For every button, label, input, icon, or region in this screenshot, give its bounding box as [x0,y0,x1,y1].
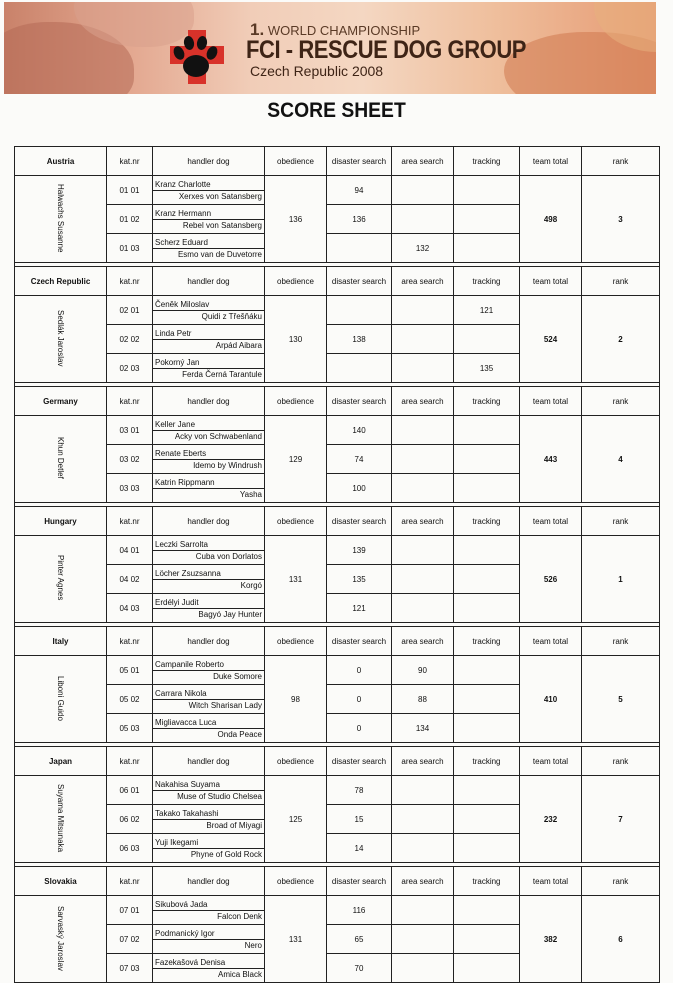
handler-name: Sikubová Jada [155,899,208,909]
tracking-score [454,234,520,263]
tracking-score [454,474,520,503]
dog-name: Falcon Denk [153,910,264,923]
tracking-score [454,776,520,805]
championship-label: WORLD CHAMPIONSHIP [267,23,421,38]
event-location: Czech Republic 2008 [250,63,384,79]
dog-name: Amica Black [153,968,264,981]
country-name: Austria [15,147,107,176]
dog-name: Esmo van de Duvetorre [153,248,264,261]
tracking-score [454,536,520,565]
dog-name: Muse of Studio Chelsea [153,790,264,803]
area-search-score [392,536,454,565]
dog-name: Witch Sharisan Lady [153,699,264,712]
team-leader: Pinter Agnes [56,555,65,601]
handler-dog-cell [153,685,265,714]
handler-name: Renate Eberts [155,448,207,458]
team-header-row [15,147,660,176]
team-leader: Halwachs Susanne [56,183,65,253]
dog-name: Duke Somore [153,670,264,683]
kat-nr: 03 01 [107,416,153,445]
team-rank: 7 [582,776,660,863]
dog-name: Onda Peace [153,728,264,741]
team-rank: 2 [582,296,660,383]
handler-dog-cell [153,714,265,743]
column-header-tracking: tracking [454,627,520,656]
area-search-score [392,296,454,325]
column-header-handler-dog: handler dog [153,507,265,536]
disaster-search-score: 0 [327,656,392,685]
team-header-row [15,867,660,896]
disaster-search-score: 94 [327,176,392,205]
handler-dog-cell [153,416,265,445]
team-total: 443 [520,416,582,503]
column-header-tracking: tracking [454,507,520,536]
team-leader: Khun Detlef [56,437,65,479]
team-member-row [15,296,660,325]
dog-name: Yasha [153,488,264,501]
disaster-search-score: 78 [327,776,392,805]
area-search-score: 134 [392,714,454,743]
kat-nr: 06 01 [107,776,153,805]
column-header-team-total: team total [520,387,582,416]
area-search-score [392,445,454,474]
handler-dog-cell [153,776,265,805]
handler-name: Čeněk Miloslav [155,299,210,309]
team-leader-cell [15,416,107,503]
handler-name: Pokorný Jan [155,357,200,367]
tracking-score [454,925,520,954]
column-header-handler-dog: handler dog [153,267,265,296]
score-table [14,146,660,983]
column-header-disaster-search: disaster search [327,627,392,656]
column-header-rank: rank [582,627,660,656]
handler-name: Nakahisa Suyama [155,779,220,789]
group-title: FCI - RESCUE DOG GROUP [246,36,527,64]
column-header-obedience: obedience [265,867,327,896]
disaster-search-score: 100 [327,474,392,503]
area-search-score [392,954,454,983]
area-search-score: 90 [392,656,454,685]
column-header-area-search: area search [392,267,454,296]
column-header-kat-nr: kat.nr [107,507,153,536]
dog-name: Idemo by Windrush [153,459,264,472]
disaster-search-score: 121 [327,594,392,623]
kat-nr: 02 03 [107,354,153,383]
kat-nr: 05 03 [107,714,153,743]
column-header-area-search: area search [392,507,454,536]
area-search-score [392,416,454,445]
team-member-row [15,896,660,925]
team-member-row [15,776,660,805]
column-header-obedience: obedience [265,507,327,536]
tracking-score [454,594,520,623]
dog-name: Rebel von Satansberg [153,219,264,232]
dog-name: Broad of Miyagi [153,819,264,832]
area-search-score: 88 [392,685,454,714]
dog-name: Cuba von Dorlatos [153,550,264,563]
obedience-score: 131 [265,536,327,623]
obedience-score: 129 [265,416,327,503]
dog-name: Acky von Schwabenland [153,430,264,443]
disaster-search-score: 74 [327,445,392,474]
handler-dog-cell [153,594,265,623]
handler-name: Scherz Eduard [155,237,208,247]
column-header-tracking: tracking [454,747,520,776]
team-leader: Sarvaský Jaroslav [56,905,65,971]
country-name: Czech Republic [15,267,107,296]
championship-number: 1. [250,20,265,39]
handler-dog-cell [153,205,265,234]
handler-name: Kranz Hermann [155,208,212,218]
column-header-area-search: area search [392,747,454,776]
handler-name: Keller Jane [155,419,196,429]
handler-name: Takako Takahashi [155,808,219,818]
column-header-team-total: team total [520,267,582,296]
column-header-handler-dog: handler dog [153,147,265,176]
column-header-kat-nr: kat.nr [107,387,153,416]
handler-dog-cell [153,445,265,474]
area-search-score [392,176,454,205]
kat-nr: 07 01 [107,896,153,925]
team-header-row [15,387,660,416]
column-header-tracking: tracking [454,867,520,896]
column-header-team-total: team total [520,147,582,176]
team-total: 524 [520,296,582,383]
team-rank: 4 [582,416,660,503]
column-header-area-search: area search [392,387,454,416]
tracking-score: 135 [454,354,520,383]
column-header-area-search: area search [392,147,454,176]
tracking-score [454,656,520,685]
kat-nr: 01 03 [107,234,153,263]
column-header-tracking: tracking [454,147,520,176]
area-search-score [392,776,454,805]
kat-nr: 04 01 [107,536,153,565]
tracking-score [454,685,520,714]
handler-name: Fazekašová Denisa [155,957,226,967]
column-header-rank: rank [582,507,660,536]
team-leader: Liboni Guido [56,675,65,721]
tracking-score [454,805,520,834]
area-search-score: 132 [392,234,454,263]
dog-name: Korgó [153,579,264,592]
tracking-score [454,416,520,445]
team-rank: 5 [582,656,660,743]
disaster-search-score: 138 [327,325,392,354]
dog-name: Quidi z Třešňáku [153,310,264,323]
kat-nr: 04 03 [107,594,153,623]
tracking-score [454,954,520,983]
column-header-rank: rank [582,387,660,416]
disaster-search-score: 136 [327,205,392,234]
handler-dog-cell [153,474,265,503]
area-search-score [392,205,454,234]
team-leader-cell [15,176,107,263]
handler-dog-cell [153,656,265,685]
tracking-score [454,565,520,594]
team-header-row [15,507,660,536]
handler-dog-cell [153,805,265,834]
dog-name: Phyne of Gold Rock [153,848,264,861]
disaster-search-score [327,354,392,383]
tracking-score [454,205,520,234]
column-header-kat-nr: kat.nr [107,147,153,176]
handler-name: Podmanický Igor [155,928,215,938]
team-total: 382 [520,896,582,983]
dog-name: Xerxes von Satansberg [153,190,264,203]
handler-dog-cell [153,896,265,925]
handler-dog-cell [153,325,265,354]
area-search-score [392,474,454,503]
column-header-disaster-search: disaster search [327,147,392,176]
team-header-row [15,627,660,656]
area-search-score [392,354,454,383]
column-header-area-search: area search [392,627,454,656]
tracking-score: 121 [454,296,520,325]
area-search-score [392,805,454,834]
obedience-score: 125 [265,776,327,863]
kat-nr: 07 03 [107,954,153,983]
kat-nr: 01 02 [107,205,153,234]
column-header-obedience: obedience [265,387,327,416]
team-member-row [15,176,660,205]
column-header-disaster-search: disaster search [327,867,392,896]
area-search-score [392,925,454,954]
team-leader-cell [15,656,107,743]
team-leader-cell [15,896,107,983]
column-header-rank: rank [582,267,660,296]
header-banner [4,2,656,94]
handler-name: Kranz Charlotte [155,179,211,189]
disaster-search-score: 14 [327,834,392,863]
country-name: Hungary [15,507,107,536]
disaster-search-score: 70 [327,954,392,983]
paw-cross-logo-icon [166,26,228,88]
column-header-area-search: area search [392,867,454,896]
team-header-row [15,747,660,776]
country-name: Germany [15,387,107,416]
team-member-row [15,536,660,565]
area-search-score [392,896,454,925]
handler-dog-cell [153,234,265,263]
column-header-obedience: obedience [265,267,327,296]
team-leader: Sedlák Jaroslav [56,309,65,367]
column-header-handler-dog: handler dog [153,867,265,896]
column-header-team-total: team total [520,747,582,776]
disaster-search-score [327,296,392,325]
handler-name: Erdélyi Judit [155,597,199,607]
team-leader-cell [15,296,107,383]
column-header-obedience: obedience [265,147,327,176]
handler-dog-cell [153,565,265,594]
obedience-score: 131 [265,896,327,983]
obedience-score: 98 [265,656,327,743]
column-header-handler-dog: handler dog [153,627,265,656]
obedience-score: 130 [265,296,327,383]
column-header-handler-dog: handler dog [153,747,265,776]
area-search-score [392,594,454,623]
page-title: SCORE SHEET [267,99,406,122]
country-name: Slovakia [15,867,107,896]
column-header-kat-nr: kat.nr [107,267,153,296]
column-header-disaster-search: disaster search [327,507,392,536]
kat-nr: 03 03 [107,474,153,503]
disaster-search-score: 65 [327,925,392,954]
tracking-score [454,325,520,354]
handler-dog-cell [153,954,265,983]
handler-name: Carrara Nikola [155,688,207,698]
column-header-tracking: tracking [454,267,520,296]
team-total: 498 [520,176,582,263]
disaster-search-score [327,234,392,263]
column-header-obedience: obedience [265,747,327,776]
disaster-search-score: 116 [327,896,392,925]
column-header-tracking: tracking [454,387,520,416]
disaster-search-score: 0 [327,685,392,714]
handler-name: Yuji Ikegami [155,837,199,847]
handler-dog-cell [153,354,265,383]
column-header-kat-nr: kat.nr [107,867,153,896]
tracking-score [454,834,520,863]
column-header-rank: rank [582,867,660,896]
kat-nr: 02 01 [107,296,153,325]
handler-name: Linda Petr [155,328,192,338]
handler-name: Migliavacca Luca [155,717,217,727]
column-header-team-total: team total [520,627,582,656]
kat-nr: 02 02 [107,325,153,354]
disaster-search-score: 0 [327,714,392,743]
kat-nr: 05 02 [107,685,153,714]
team-total: 232 [520,776,582,863]
team-leader-cell [15,776,107,863]
team-header-row [15,267,660,296]
team-leader-cell [15,536,107,623]
area-search-score [392,325,454,354]
team-member-row [15,656,660,685]
country-name: Japan [15,747,107,776]
handler-name: Katrin Rippmann [155,477,215,487]
handler-dog-cell [153,834,265,863]
column-header-team-total: team total [520,507,582,536]
team-rank: 3 [582,176,660,263]
handler-dog-cell [153,296,265,325]
handler-dog-cell [153,536,265,565]
dog-name: Nero [153,939,264,952]
column-header-rank: rank [582,147,660,176]
disaster-search-score: 15 [327,805,392,834]
handler-name: Löcher Zsuzsanna [155,568,221,578]
column-header-handler-dog: handler dog [153,387,265,416]
tracking-score [454,176,520,205]
handler-name: Campanile Roberto [155,659,224,669]
kat-nr: 03 02 [107,445,153,474]
area-search-score [392,834,454,863]
dog-name: Ferda Černá Tarantule [153,368,264,381]
country-name: Italy [15,627,107,656]
disaster-search-score: 140 [327,416,392,445]
column-header-disaster-search: disaster search [327,747,392,776]
kat-nr: 04 02 [107,565,153,594]
column-header-kat-nr: kat.nr [107,747,153,776]
team-total: 410 [520,656,582,743]
team-member-row [15,416,660,445]
kat-nr: 06 03 [107,834,153,863]
area-search-score [392,565,454,594]
team-rank: 1 [582,536,660,623]
disaster-search-score: 135 [327,565,392,594]
disaster-search-score: 139 [327,536,392,565]
handler-name: Leczki Sarrolta [155,539,208,549]
team-total: 526 [520,536,582,623]
team-rank: 6 [582,896,660,983]
kat-nr: 05 01 [107,656,153,685]
column-header-kat-nr: kat.nr [107,627,153,656]
handler-dog-cell [153,176,265,205]
column-header-obedience: obedience [265,627,327,656]
obedience-score: 136 [265,176,327,263]
dog-name: Arpád Aibara [153,339,264,352]
handler-dog-cell [153,925,265,954]
column-header-team-total: team total [520,867,582,896]
dog-name: Bagyó Jay Hunter [153,608,264,621]
kat-nr: 06 02 [107,805,153,834]
tracking-score [454,714,520,743]
column-header-disaster-search: disaster search [327,387,392,416]
column-header-disaster-search: disaster search [327,267,392,296]
team-leader: Suyama Mitsunaka [56,783,65,853]
kat-nr: 01 01 [107,176,153,205]
column-header-rank: rank [582,747,660,776]
tracking-score [454,445,520,474]
kat-nr: 07 02 [107,925,153,954]
tracking-score [454,896,520,925]
